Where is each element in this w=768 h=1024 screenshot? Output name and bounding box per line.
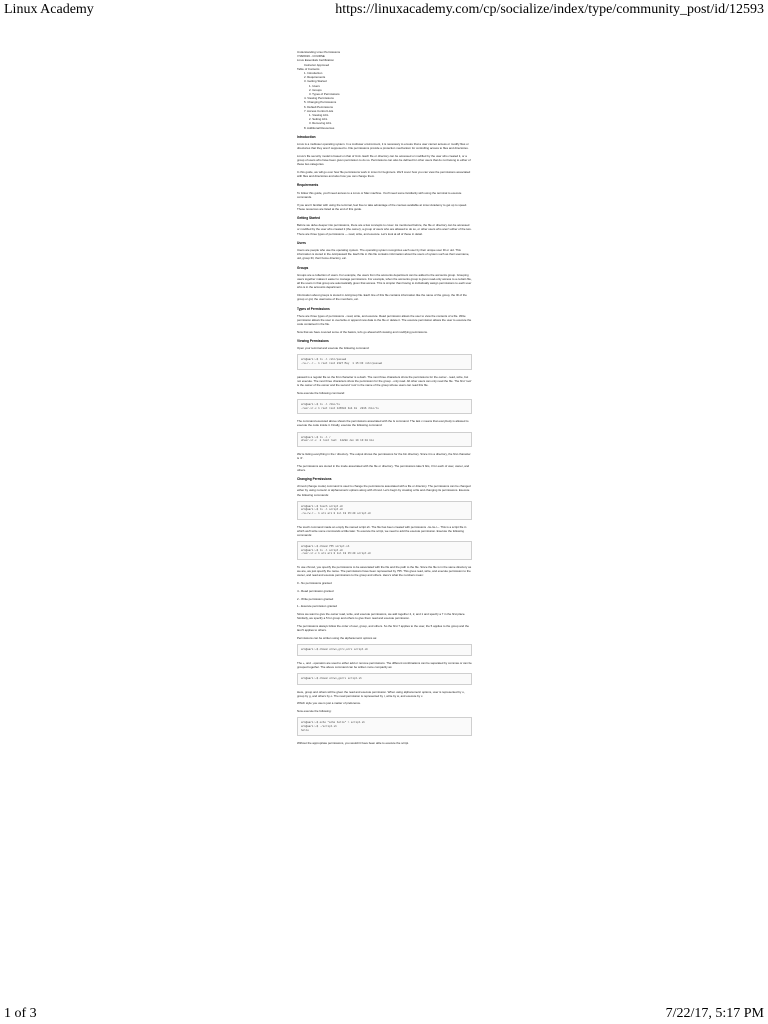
document-body bbox=[297, 50, 472, 749]
code-block[interactable]: ari@aari:~$ echo "echo hello" > script.sh ari@aari:~$ ./script.sh hello bbox=[297, 717, 472, 736]
paragraph: In this guide, we will go over how file permissions work in Linux for beginners. We'll cover how you can view the permissions associated with files and directories and also how you can change them. bbox=[297, 170, 471, 179]
paragraph: passwd is a regular file so the first character is a dash. The next three characters show the permissions for the owner - read, write, but not execute. The next three characters show the permission for the group - only read. All other users can only read the file. The first 'root' is the owner of the owner and the second 'root' is the name of the group whose users can read this file. bbox=[297, 374, 472, 388]
toc-item[interactable]: 3. Types of Permissions bbox=[309, 92, 340, 97]
document-title-block bbox=[297, 50, 472, 71]
paragraph: chmod (change mode) command is used to change the permissions associated with a file or directory. The permissions can be changed either by using numeric or alphanumeric options along with chmod. Let's begin by creating a file and changing its permissions. Execute the following commands: bbox=[297, 484, 471, 497]
permission-value: 1 - Execute permission granted bbox=[297, 604, 338, 609]
toc-item[interactable]: 1. Viewing ACL bbox=[309, 113, 329, 118]
paragraph: Without the appropriate permissions, you wouldn't have been able to execute the script. bbox=[297, 741, 409, 746]
table-of-contents bbox=[297, 71, 472, 130]
toc-item[interactable]: 4. Viewing Permissions bbox=[304, 96, 334, 101]
section-heading: Introduction bbox=[297, 134, 316, 139]
toc-item[interactable]: 7. Access Control Lists bbox=[304, 108, 334, 113]
toc-item[interactable]: 5. Changing Permissions bbox=[304, 100, 337, 105]
paragraph: Since we want to give the owner read, write, and execute permissions, we add together 4, 2, and 1 and specify a 7 in the first place. Similarly, we specify a 5 for group and others to give them read and execute permission. bbox=[297, 611, 466, 621]
doc-date: 7/18/2016 - COURSE bbox=[297, 54, 325, 59]
toc-item[interactable]: 8. Additional Resources bbox=[304, 125, 335, 130]
section-heading: Viewing Permissions bbox=[297, 339, 329, 344]
permission-value: 4 - Read permission granted bbox=[297, 588, 334, 593]
paragraph: Groups are a collection of users. For example, the users from the accounts department can be added to the accounts group. Grouping users together makes it easier to manage permissions. For example, when the accounts group is given read-only access to a certain file, all the users in that group are automatically given that access. This is simpler than having to individually assign permissions to each user who is in the accounts department. bbox=[297, 272, 472, 290]
paragraph: Open your terminal and execute the following command: bbox=[297, 346, 370, 351]
code-block[interactable]: ari@aari:~$ chmod u=rwx,go=rx script.sh bbox=[297, 673, 472, 685]
paragraph: Which style you use is just a matter of preference. bbox=[297, 701, 361, 706]
paragraph: Linux is a multiuser operating system. In a multiuser environment, it is necessary to ensure that a user cannot access or modify files or directories that they aren't supposed to. File permissions provide a protection mechanism for controlling access to files and directories. bbox=[297, 142, 469, 151]
doc-badge: Instructor Approved bbox=[304, 62, 330, 67]
paragraph: The touch command made an empty file named script.sh. The file has been created with permissions -rw-rw-r--. This is a script file in which we'll write some commands a little later. To execute the script, we need to add the execute permission. Execute the following commands: bbox=[297, 524, 467, 538]
paragraph: Information about groups is stored in /etc/group file. Each line of this file contains information like the name of the group, the ID of the group or gid, the username of the members, etc. bbox=[297, 293, 467, 302]
toc-item[interactable]: 6. Default Permissions bbox=[304, 104, 333, 109]
site-title: Linux Academy bbox=[4, 2, 94, 17]
page-url: https://linuxacademy.com/cp/socialize/index/type/community_post/id/12593 bbox=[335, 2, 764, 17]
code-block[interactable]: ari@aari:~$ chmod u=rwx,g=rx,o=rx script.sh bbox=[297, 644, 472, 656]
toc-item[interactable]: 2. Groups bbox=[309, 87, 322, 92]
paragraph: We're listing everything in the / directory. The output shows the permissions for the bin directory. Since it is a directory, the first character is 'd'. bbox=[297, 451, 471, 460]
paragraph: Linux's file security model is based on that of Unix. Each file or directory can be accessed or modified by the user who created it, or a group of users who have been given permission to do so. Permissions can also be defined for other users that do not belong to either of these two categories. bbox=[297, 153, 471, 167]
section-heading: Users bbox=[297, 240, 306, 245]
doc-course: Linux Essentials Certification bbox=[297, 58, 334, 63]
paragraph: Now execute the following: bbox=[297, 709, 332, 714]
section-heading: Getting Started bbox=[297, 216, 321, 220]
print-datetime: 7/22/17, 5:17 PM bbox=[665, 1006, 764, 1021]
toc-heading: Table of Contents bbox=[297, 66, 320, 71]
paragraph: The permissions always follow the order of user, group, and others. So the first 7 applies to the user, the 5 applies to the group and the last 5 applies to others. bbox=[297, 623, 469, 633]
paragraph: To use chmod, you specify the permissions to be associated with the file and the path to the file. Since the file is in the same directory as we are, we just specify the name. The permissions have been represented by 755. This gives read, write, and execute permission to the owner, and read and execute permissions to the group and others. Here's what the numbers mean: bbox=[297, 565, 472, 578]
code-block[interactable]: ari@aari:~$ ls -l / drwxr-xr-x 2 root root 12288 Jun 19 13:10 bin bbox=[297, 432, 472, 447]
paragraph: Users are people who use the operating system. The operating system recognizes each user by their unique user ID or uid. This information is stored in the /etc/passwd file. Each file in this file contains information about the users of system such as their username, uid, group ID, their home directory, etc. bbox=[297, 248, 470, 261]
toc-item[interactable]: 3. Removing ACL bbox=[309, 121, 332, 126]
paragraph: If you aren't familiar with using the terminal, feel free to take advantage of the courses available at Linux Academy to get up to speed. These resources are listed at the end of this guide. bbox=[297, 202, 468, 211]
permission-value: 0 - No permissions granted bbox=[297, 581, 332, 586]
paragraph: To follow this guide, you'll need access to a Linux or Mac machine. You'll need some familiarity with using the terminal to execute commands. bbox=[297, 190, 462, 199]
code-block[interactable]: ari@aari:~$ ls -l /bin/ls -rwxr-xr-x 1 root root 126584 Feb 18 2016 /bin/ls bbox=[297, 399, 472, 414]
doc-title: Understanding Linux Permissions bbox=[297, 50, 341, 54]
toc-item[interactable]: 1. Introduction bbox=[304, 71, 323, 76]
paragraph: Here, group and others will be given the read and execute permission. When using alphanumeric options, user is represented by u, group by g, and others by o. The read permission is represented by r, write by w, and execute by x. bbox=[297, 689, 465, 698]
paragraph: Now that we have covered some of the basics, let's go ahead with viewing and modifying permissions. bbox=[297, 329, 428, 334]
section-heading: Types of Permissions bbox=[297, 306, 330, 311]
toc-item[interactable]: 1. Users bbox=[309, 83, 320, 88]
paragraph: Before we delve deeper into permissions, there are a few concepts to cover. As mentioned before, the file or directory can be accessed or modified by the user who created it (the owner), a group of users who are allowed to do so, or other users who aren't either of the two. There are three types of permissions — read, write, and execute. Let's look at all of these in detail. bbox=[297, 223, 472, 236]
toc-item[interactable]: 2. Requirements bbox=[304, 75, 326, 80]
paragraph: The permissions are stored in the inode associated with the file or directory. The permissions take 9 bits, 3 for each of user, owner, and others. bbox=[297, 463, 470, 472]
code-block[interactable]: ari@aari:~$ ls -l /etc/passwd -rw-r--r-- 1 root root 2327 May 1 15:33 /etc/passwd bbox=[297, 354, 472, 369]
paragraph: The +, and - operators are used to either add or remove permissions. The different combinations can be separated by commas or can be grouped together. The above command can be written more compactly as: bbox=[297, 660, 472, 669]
section-heading: Changing Permissions bbox=[297, 477, 332, 482]
toc-item[interactable]: 2. Setting ACL bbox=[309, 117, 328, 122]
paragraph: The command executed above shows the permissions associated with the ls command. The last x means that everybody is allowed to execute the code inside it. Finally, execute the following command: bbox=[297, 419, 469, 428]
section-heading: Requirements bbox=[297, 183, 319, 188]
code-block[interactable]: ari@aari:~$ touch script.sh ari@aari:~$ ls -l script.sh -rw-rw-r-- 1 ari ari 0 Jul 19 15:29 script.sh bbox=[297, 501, 472, 520]
paragraph: There are three types of permissions - read, write, and execute. Read permission allows the user to view the contents of a file. Write permission allows the user to overwrite or append new data to the file or delete it. The execute permission allows the user to execute the code contained in the file. bbox=[297, 313, 472, 327]
paragraph: Permissions can be written using the alphanumeric options as: bbox=[297, 635, 378, 640]
permission-value: 2 - Write permission granted bbox=[297, 596, 334, 601]
paragraph: Now execute the following command: bbox=[297, 390, 345, 395]
page-number: 1 of 3 bbox=[4, 1006, 37, 1021]
code-block[interactable]: ari@aari:~$ chmod 755 script.sh ari@aari:~$ ls -l script.sh -rwxr-xr-x 1 ari ari 0 Jul 19 15:29 script.sh bbox=[297, 541, 472, 560]
section-heading: Groups bbox=[297, 265, 309, 270]
toc-item[interactable]: 3. Getting Started bbox=[304, 79, 327, 84]
